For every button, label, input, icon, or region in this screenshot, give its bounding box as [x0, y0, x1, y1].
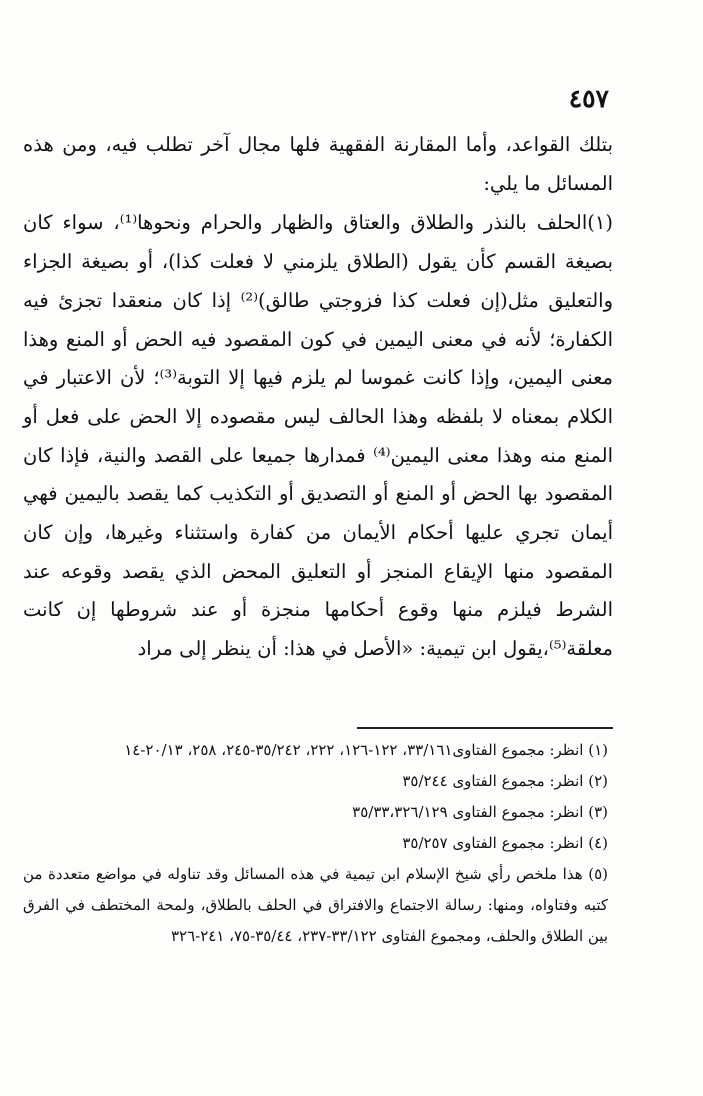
footnotes	[23, 735, 608, 952]
footnote-2: (٢) انظر: مجموع الفتاوى ٣٥/٢٤٤	[402, 772, 608, 790]
footnote-1: (١) انظر: مجموع الفتاوى٣٣/١٦١، ١٢٢-١٢٦، ٢٢٢، ٣٥/٢٤٢-٢٤٥، ٢٥٨، ٢٠/١٣-١٤	[124, 741, 608, 759]
footnote-3: (٣) انظر: مجموع الفتاوى ٣٥/٣٣،٣٢٦/١٢٩	[352, 803, 608, 821]
paragraph-intro: بتلك القواعد، وأما المقارنة الفقهية فلها مجال آخر تطلب فيه، ومن هذه المسائل ما يلي:	[23, 133, 613, 195]
footnote-5: (٥) هذا ملخص رأي شيخ الإسلام ابن تيمية في هذه المسائل وقد تناوله في مواضع متعددة من كتبه وفتاواه، ومنها: رسالة الاجتماع والافتراق في الحلف بالطلاق، ولمحة المختطف في الفرق بين الطلاق والحلف، ومجموع الفتاوى ٣٣/١٢٢-٢٣٧، ٣٥/٤٤-٧٥، ٢٤١-٣٢٦	[23, 865, 608, 945]
paragraph-oaths: (١)الحلف بالنذر والطلاق والعتاق والظهار والحرام ونحوها⁽¹⁾، سواء كان بصيغة القسم كأن يقول (الطلاق يلزمني لا فعلت كذا)، أو بصيغة الجزاء والتعليق مثل(إن فعلت كذا فزوجتي طالق)⁽²⁾ إذا كان منعقدا تجزئ فيه الكفارة؛ لأنه في معنى اليمين في كون المقصود فيه الحض أو المنع وهذا معنى اليمين، وإذا كانت غموسا لم يلزم فيها إلا التوبة⁽³⁾؛ لأن الاعتبار في الكلام بمعناه لا بلفظه وهذا الحالف ليس مقصوده إلا الحض على فعل أو المنع منه وهذا معنى اليمين⁽⁴⁾ فمدارها جميعا على القصد والنية، فإذا كان المقصود بها الحض أو المنع أو التصديق أو التكذيب كما يقصد باليمين فهي أيمان تجري عليها أحكام الأيمان من كفارة واستثناء وغيرها، وإن كان المقصود منها الإيقاع المنجز أو التعليق المحض الذي يقصد وقوعه عند الشرط فيلزم منها وقوع أحكامها منجزة أو عند شروطها إن كانت معلقة⁽⁵⁾،يقول ابن تيمية: «الأصل في هذا: أن ينظر إلى مراد	[23, 211, 614, 661]
footnote-4: (٤) انظر: مجموع الفتاوى ٣٥/٢٥٧	[402, 834, 608, 852]
main-text	[23, 126, 613, 669]
footnote-separator	[357, 727, 613, 729]
page-number: ٤٥٧	[568, 84, 609, 113]
